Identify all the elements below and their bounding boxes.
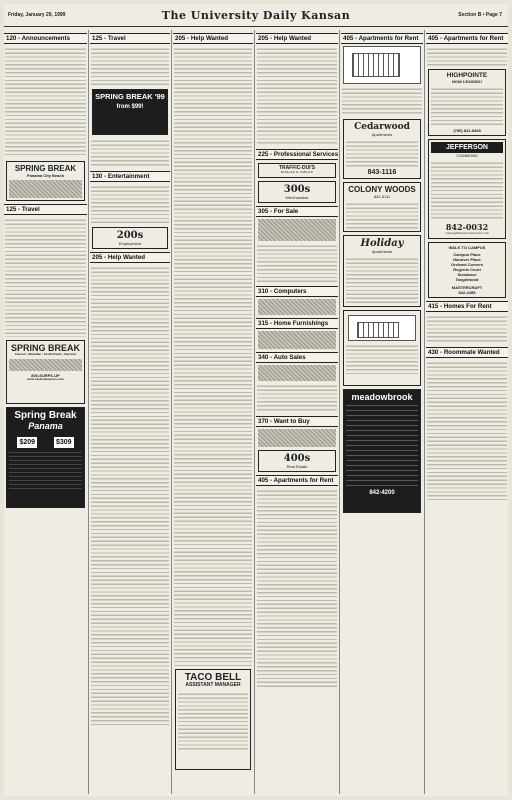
- ad-destinations: Cancun • Mazatlan • South Padre • Daytona: [14, 352, 77, 356]
- travel-classifieds: [5, 217, 86, 337]
- travel-classifieds: [91, 46, 169, 86]
- ad-title: SPRING BREAK '99: [95, 92, 165, 101]
- ad-title: Cedarwood: [354, 122, 410, 132]
- ad-title: JEFFERSON: [431, 142, 503, 153]
- spring-break-ad-1: [6, 161, 85, 201]
- section-page: Section B • Page 7: [458, 12, 502, 18]
- header-apartments-for-rent: 405 - Apartments for Rent: [426, 33, 508, 44]
- ad-phone: 842-5111: [373, 194, 391, 199]
- lawyer-name: DONALD G. STROLE: [280, 170, 314, 174]
- ad-subtitle: NOW LEASING!: [452, 79, 482, 84]
- header-want-to-buy: 370 - Want to Buy: [256, 416, 338, 427]
- want-to-buy-photo: [258, 429, 336, 447]
- merchandise-banner: [258, 181, 336, 203]
- taco-bell-ad: [175, 669, 251, 770]
- for-sale-photo: [258, 219, 336, 241]
- ad-features: [346, 201, 418, 229]
- header-auto-sales: 340 - Auto Sales: [256, 352, 338, 363]
- column-2: [90, 30, 170, 794]
- header-homes-for-rent: 415 - Homes For Rent: [426, 301, 508, 312]
- column-rule: [88, 30, 89, 794]
- ad-title: Spring Break: [14, 410, 77, 421]
- header-computers: 310 - Computers: [256, 286, 338, 297]
- employment-banner: [92, 227, 168, 249]
- header-announcements: 120 - Announcements: [4, 33, 87, 44]
- holiday-apartments-ad: [343, 235, 421, 307]
- ad-title: Holiday: [360, 238, 404, 249]
- property-hanover-place: Hanover Place: [453, 256, 481, 262]
- ad-subtitle: Apartments: [371, 132, 393, 137]
- header-for-sale: 305 - For Sale: [256, 206, 338, 217]
- ad-phone: 842-4200: [369, 490, 395, 496]
- price-1: $209: [19, 439, 36, 446]
- header-apartments-for-rent: 405 - Apartments for Rent: [256, 475, 338, 486]
- auto-photo: [258, 365, 336, 381]
- ad-features: [346, 256, 418, 304]
- header-help-wanted: 205 - Help Wanted: [173, 33, 253, 44]
- ad-subtitle: Apartments: [371, 249, 393, 254]
- homes-classifieds: [427, 314, 507, 344]
- ad-phone: 842-4455: [458, 289, 476, 295]
- header-help-wanted: 205 - Help Wanted: [256, 33, 338, 44]
- ad-fine-print: [9, 452, 82, 492]
- property-tanglewood: Tanglewood: [455, 276, 479, 282]
- apartment-classifieds: [342, 86, 422, 116]
- section-label: Real Estate: [286, 463, 308, 469]
- column-rule: [339, 30, 340, 794]
- ad-title: WALK TO CAMPUS: [448, 244, 486, 250]
- roommate-classifieds: [427, 360, 507, 500]
- header-roommate-wanted: 430 - Roommate Wanted: [426, 347, 508, 358]
- ad-photo: [9, 180, 82, 198]
- ad-subtitle: COMMONS: [456, 153, 478, 158]
- ad-title: meadowbrook: [351, 392, 413, 402]
- entertainment-classifieds: [91, 184, 169, 224]
- apartment-classifieds: [427, 46, 507, 66]
- ad-url: www.jeffersoncommons.com: [445, 231, 489, 235]
- header-travel: 125 - Travel: [4, 204, 87, 215]
- ad-features: [431, 160, 503, 220]
- ad-price: from $99!: [116, 104, 144, 110]
- help-wanted-classifieds: [91, 265, 169, 725]
- property-orchard-corners: Orchard Corners: [450, 261, 483, 267]
- ad-title: HIGHPOINTE: [446, 72, 488, 79]
- column-3: [173, 30, 253, 794]
- price-2: $309: [55, 439, 72, 446]
- colony-woods-ad: [343, 182, 421, 232]
- announcement-classifieds: [5, 46, 86, 158]
- section-label: Merchandise: [285, 194, 309, 200]
- travel-classifieds: [91, 138, 169, 168]
- auto-classifieds: [257, 383, 337, 413]
- section-number: 200s: [116, 230, 144, 241]
- lawyer-ad: [258, 163, 336, 178]
- computer-photo: [258, 299, 336, 315]
- help-wanted-classifieds: [257, 46, 337, 146]
- section-number: 400s: [283, 452, 311, 464]
- spring-break-99-ad: [92, 89, 168, 135]
- column-1: [4, 30, 87, 794]
- ad-features: [431, 86, 503, 126]
- apartment-photo: [348, 315, 416, 341]
- meadowbrook-ad: [343, 389, 421, 513]
- ad-subtitle: ASSISTANT MANAGER: [185, 682, 241, 688]
- newspaper-page: [4, 4, 508, 796]
- property-campus-place: Campus Place: [453, 251, 481, 257]
- header-travel: 125 - Travel: [90, 33, 170, 44]
- section-number: 300s: [283, 183, 311, 195]
- apartment-photo: [343, 46, 421, 84]
- issue-date: Friday, January 29, 1999: [8, 12, 66, 18]
- column-rule: [424, 30, 425, 794]
- ad-details: [178, 691, 248, 751]
- ad-title: COLONY WOODS: [348, 185, 416, 194]
- column-6: [426, 30, 508, 794]
- masthead: [4, 8, 508, 27]
- column-rule: [171, 30, 172, 794]
- ad-title: SPRING BREAK: [14, 164, 77, 173]
- mastercraft-ad: [428, 242, 506, 298]
- ad-title: TACO BELL: [184, 672, 242, 683]
- ad-url: www.studentexpress.com: [27, 376, 64, 381]
- spring-break-ad-3: [6, 407, 85, 508]
- header-professional-services: 225 - Professional Services: [258, 151, 338, 158]
- furniture-photo: [258, 331, 336, 349]
- ad-features: [346, 139, 418, 167]
- for-sale-classifieds: [257, 243, 337, 283]
- real-estate-banner: [258, 450, 336, 472]
- highpointe-ad: [428, 69, 506, 136]
- now-leasing-ad: [343, 310, 421, 386]
- ad-phone: (785) 841-8468: [453, 128, 481, 133]
- ad-phone: 842-0032: [445, 222, 489, 232]
- ad-title: SPRING BREAK: [10, 343, 80, 353]
- header-entertainment: 130 - Entertainment: [90, 171, 170, 182]
- spring-break-ad-2: [6, 340, 85, 404]
- section-label: Employment: [118, 241, 142, 246]
- ad-photo: [9, 359, 82, 371]
- ad-phone: 800-SURFS-UP: [31, 372, 60, 378]
- help-wanted-classifieds: [174, 46, 252, 666]
- header-home-furnishings: 315 - Home Furnishings: [256, 318, 338, 329]
- column-rule: [254, 30, 255, 794]
- apartment-classifieds: [257, 488, 337, 688]
- newspaper-title: The University Daily Kansan: [161, 9, 351, 22]
- ad-title: TRAFFIC-DUI'S: [278, 165, 316, 171]
- ad-phone: 843-1116: [367, 169, 397, 176]
- ad-features: [346, 405, 418, 490]
- jefferson-commons-ad: [428, 139, 506, 239]
- ad-details: [346, 343, 418, 377]
- header-help-wanted: 205 - Help Wanted: [90, 252, 170, 263]
- column-5: [341, 30, 423, 794]
- column-4: [256, 30, 338, 794]
- ad-subtitle: Panama: [28, 421, 63, 431]
- header-apartments-for-rent: 405 - Apartments for Rent: [341, 33, 423, 44]
- cedarwood-ad: [343, 119, 421, 179]
- property-regents-court: Regents Court: [453, 266, 481, 272]
- ad-subtitle: Panama City Beach: [26, 173, 65, 178]
- company-name: MASTERCRAFT: [451, 284, 483, 290]
- property-sundance: Sundance: [457, 271, 477, 277]
